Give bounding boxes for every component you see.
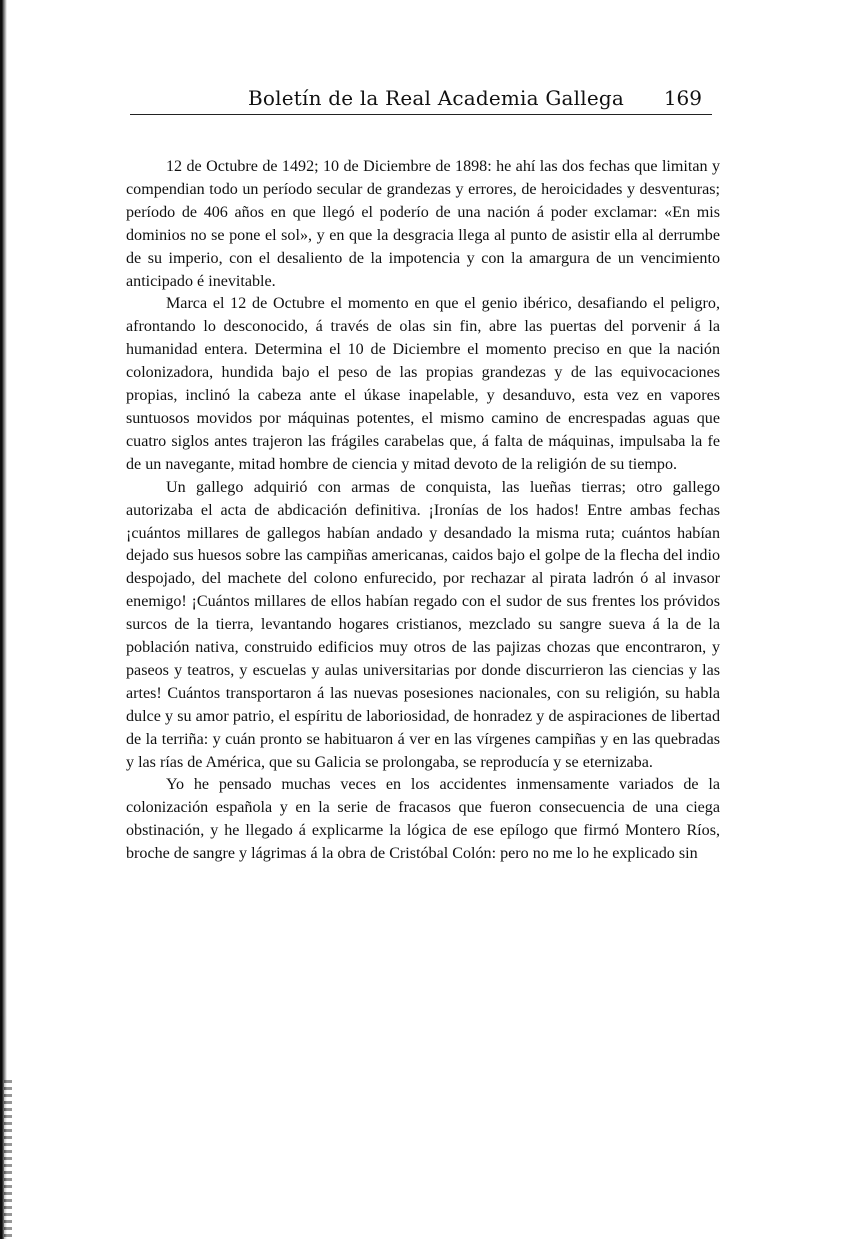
- body-text: [126, 156, 720, 866]
- page-header: [130, 80, 710, 114]
- running-title: Boletín de la Real Academia Gallega: [248, 86, 624, 110]
- paragraph-1: 12 de Octubre de 1492; 10 de Diciembre de 1898: he ahí las dos fechas que limitan y compendian todo un período secular de grandezas y errores, de heroicidades y desventuras; período de 406 años en que llegó el poderío de una nación á poder exclamar: «En mis dominios no se pone el sol», y en que la desgracia llega al punto de asistir ella al derrumbe de su imperio, con el desaliento de la impotencia y con la amargura de un vencimiento anticipado é inevitable.: [126, 158, 720, 290]
- page-number: 169: [663, 86, 702, 110]
- paragraph-3: Un gallego adquirió con armas de conquista, las lueñas tierras; otro gallego autorizaba el acta de abdicación definitiva. ¡Ironías de los hados! Entre ambas fechas ¡cuántos millares de gallegos habían andado y desandado la misma ruta; cuántos habían dejado sus huesos sobre las campiñas americanas, caidos bajo el golpe de la flecha del indio despojado, del machete del colono enfurecido, por rechazar al pirata ladrón ó al invasor enemigo! ¡Cuántos millares de ellos habían regado con el sudor de sus frentes los próvidos surcos de la tierra, levantando hogares cristianos, mezclado su sangre sueva á la de la población nativa, construido edificios muy otros de las pajizas chozas que encontraron, y paseos y teatros, y escuelas y aulas universitarias por donde discurrieron las ciencias y las artes! Cuántos transportaron á las nuevas posesiones nacionales, con su religión, su habla dulce y su amor patrio, el espíritu de laboriosidad, de honradez y de aspiraciones de libertad de la terriña: y cuán pronto se habituaron á ver en las vírgenes campiñas y en las quebradas y las rías de América, que su Galicia se prolongaba, se reproducía y se eternizaba.: [126, 478, 720, 771]
- paragraph-2: Marca el 12 de Octubre el momento en que el genio ibérico, desafiando el peligro, afrontando lo desconocido, á través de olas sin fin, abre las puertas del porvenir á la humanidad entera. Determina el 10 de Diciembre el momento preciso en que la nación colonizadora, hundida bajo el peso de las propias grandezas y de las equivocaciones propias, inclinó la cabeza ante el úkase inapelable, y desanduvo, esta vez en vapores suntuosos movidos por máquinas potentes, el mismo camino de encrespadas aguas que cuatro siglos antes trajeron las frágiles carabelas que, á falta de máquinas, impulsaba la fe de un navegante, mitad hombre de ciencia y mitad devoto de la religión de su tiempo.: [126, 295, 720, 473]
- paragraph-4: Yo he pensado muchas veces en los accidentes inmensamente variados de la colonización española y en la serie de fracasos que fueron consecuencia de una ciega obstinación, y he llegado á explicarme la lógica de ese epílogo que firmó Montero Ríos, broche de sangre y lágrimas á la obra de Cristóbal Colón: pero no me lo he explicado sin: [126, 776, 720, 863]
- header-rule: [130, 114, 712, 115]
- page-binding-edge: [0, 0, 12, 1239]
